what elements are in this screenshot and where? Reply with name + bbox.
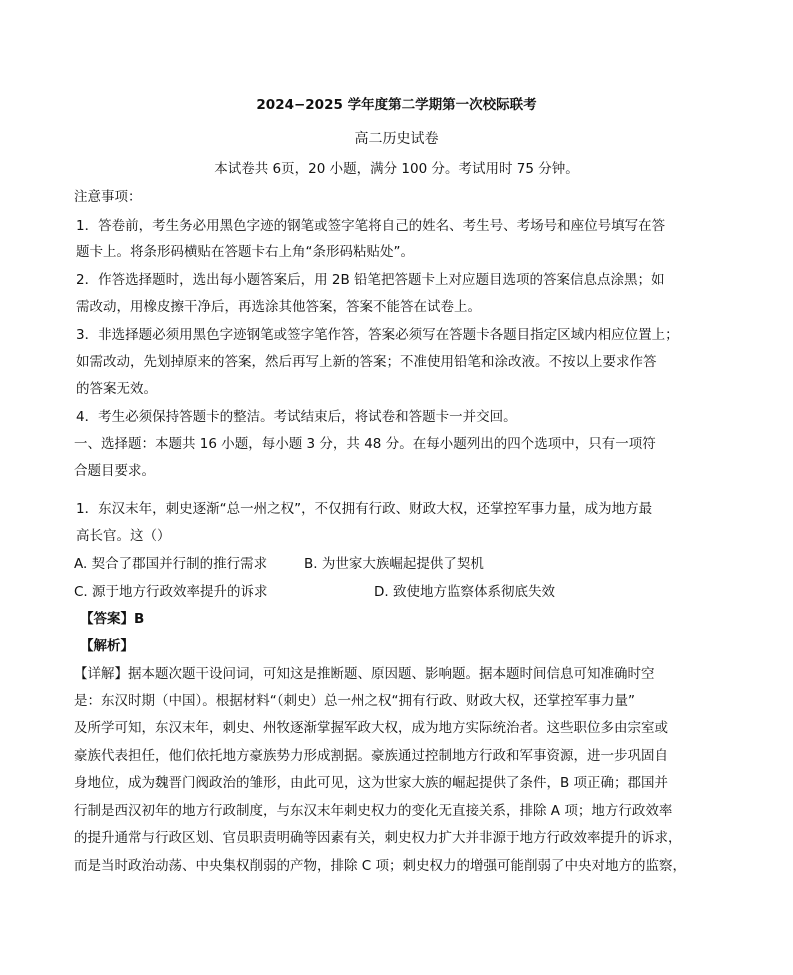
note-line: 4．考生必须保持答题卡的整洁。考试结束后，将试卷和答题卡一并交回。 bbox=[76, 409, 517, 425]
notes-heading: 注意事项： bbox=[74, 189, 142, 205]
analysis-line: 及所学可知，东汉末年，刺史、州牧逐渐掌握军政大权，成为地方实际统治者。这些职位多由宗室或 bbox=[74, 720, 668, 736]
section-heading: 一、选择题：本题共 16 小题，每小题 3 分，共 48 分。在每小题列出的四个选项中，只有一项符 bbox=[74, 436, 656, 452]
note-line: 如需改动，先划掉原来的答案，然后再写上新的答案；不准使用铅笔和涂改液。不按以上要求作答 bbox=[76, 354, 657, 370]
analysis-line: 行制是西汉初年的地方行政制度，与东汉末年刺史权力的变化无直接关系，排除 A 项；地方行政效率 bbox=[74, 803, 673, 819]
option-a: A. 契合了郡国并行制的推行需求 bbox=[74, 556, 268, 572]
analysis-line: 豪族代表担任，他们依托地方豪族势力形成割据。豪族通过控制地方行政和军事资源，进一步巩固自 bbox=[74, 748, 668, 764]
exam-subtitle: 高二历史试卷 bbox=[354, 131, 439, 147]
answer-label: 【答案】B bbox=[80, 611, 145, 627]
exam-info: 本试卷共 6页，20 小题，满分 100 分。考试用时 75 分钟。 bbox=[214, 161, 579, 177]
note-line: 的答案无效。 bbox=[76, 381, 157, 397]
note-line: 题卡上。将条形码横贴在答题卡右上角“条形码粘贴处”。 bbox=[76, 244, 414, 260]
section-heading-cont: 合题目要求。 bbox=[74, 463, 155, 479]
option-d: D. 致使地方监察体系彻底失效 bbox=[374, 584, 555, 600]
option-b: B. 为世家大族崛起提供了契机 bbox=[304, 556, 484, 572]
analysis-line: 【详解】据本题次题干设问词，可知这是推断题、原因题、影响题。据本题时间信息可知准确时空 bbox=[74, 666, 655, 682]
note-line: 需改动，用橡皮擦干净后，再选涂其他答案，答案不能答在试卷上。 bbox=[76, 299, 481, 315]
analysis-line: 身地位，成为魏晋门阀政治的雏形，由此可见，这为世家大族的崛起提供了条件，B 项正确；郡国并 bbox=[74, 775, 669, 791]
question-stem-cont: 高长官。这（） bbox=[76, 528, 171, 544]
note-line: 3．非选择题必须用黑色字迹钢笔或签字笔作答，答案必须写在答题卡各题目指定区域内相应位置上； bbox=[76, 327, 679, 343]
analysis-line: 是：东汉时期（中国）。根据材料“（刺史）总一州之权“拥有行政、财政大权，还掌控军事力量” bbox=[74, 693, 635, 709]
option-c: C. 源于地方行政效率提升的诉求 bbox=[74, 584, 268, 600]
question-stem: 1．东汉末年，刺史逐渐“总一州之权”，不仅拥有行政、财政大权，还掌控军事力量，成为地方最 bbox=[76, 501, 653, 517]
analysis-line: 的提升通常与行政区划、官员职责明确等因素有关，刺史权力扩大并非源于地方行政效率提升的诉求， bbox=[74, 830, 682, 846]
note-line: 1．答卷前，考生务必用黑色字迹的钢笔或签字笔将自己的姓名、考生号、考场号和座位号填写在答 bbox=[76, 218, 666, 234]
analysis-label: 【解析】 bbox=[80, 638, 134, 654]
analysis-line: 而是当时政治动荡、中央集权削弱的产物，排除 C 项；刺史权力的增强可能削弱了中央对地方的监察， bbox=[74, 858, 687, 874]
exam-title: 2024−2025 学年度第二学期第一次校际联考 bbox=[256, 97, 537, 113]
note-line: 2．作答选择题时，选出每小题答案后，用 2B 铅笔把答题卡上对应题目选项的答案信息点涂黑；如 bbox=[76, 272, 665, 288]
